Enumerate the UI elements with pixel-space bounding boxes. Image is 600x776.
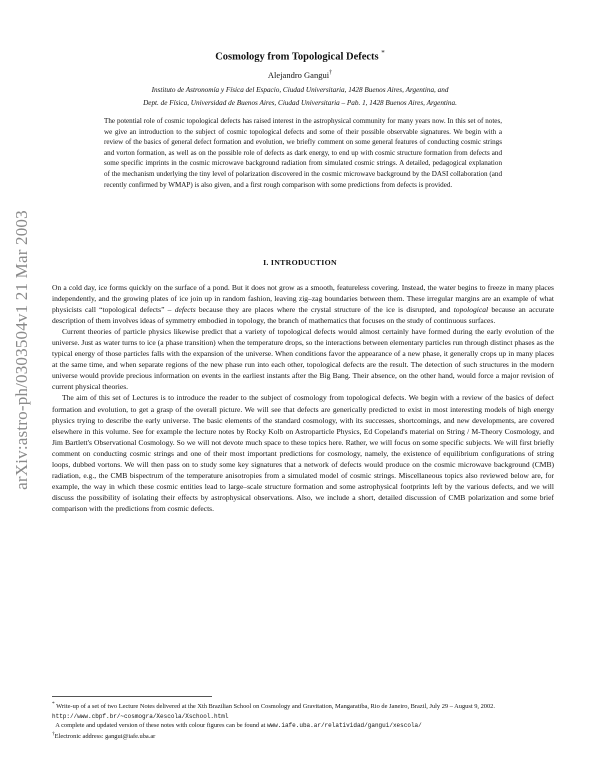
abstract: The potential role of cosmic topological defects has raised interest in the astrophysical community for many years now. In this set of notes, we give an introduction to the subject of cosmic topological defects and some of their possible observable signatures. We begin with a review of the basics of general defect formation and evolution, we briefly comment on some general features of conducting cosmic strings and vorton formation, as well as on the possible role of defects as dark energy, to end up with cosmic structure formation from defects and some specific imprints in the cosmic microwave background radiation from simulated cosmic strings. A detailed, pedagogical explanation of the mechanism underlying the tiny level of polarization discovered in the cosmic microwave background by the DASI collaboration (and recently confirmed by WMAP) is also given, and a first rough comparison with some predictions from defects is provided.: [104, 117, 502, 189]
introduction-body: [52, 282, 554, 514]
arxiv-sidebar-stamp: arXiv:astro-ph/0303504v1 21 Mar 2003: [12, 210, 31, 490]
author-footnote-mark: †: [329, 70, 333, 77]
footnotes: [52, 700, 554, 742]
section-heading-introduction: I. INTRODUCTION: [263, 258, 337, 267]
footnote-2-text: A complete and updated version of these notes with colour figures can be found at: [55, 721, 266, 729]
footnote-2: [52, 721, 554, 730]
affiliations: [70, 84, 530, 109]
emphasis-defects: defects: [174, 305, 196, 315]
paper-title: [0, 49, 600, 63]
footnote-1-mark: *: [52, 701, 55, 707]
paragraph-2: Current theories of particle physics likewise predict that a variety of topological defects would almost certainly have formed during the early evolution of the universe. Just as water turns to ice (a phase transition) when the temperature drops, so the interactions between elementary particles run through distinct phases as the typical energy of those particles falls with the expansion of the universe. When conditions favor the appearance of a new phase, it generally crops up in many places at the same time, and when separate regions of the new phase run into each other, topological defects are the result. The detection of such structures in the modern universe would provide precious information on events in the earliest instants after the Big Bang. Their absence, on the other hand, would force a major revision of current physical theories.: [52, 327, 554, 392]
footnote-rule: [52, 696, 212, 697]
footnote-3: [52, 730, 554, 742]
affiliation-line-2: Dept. de Física, Universidad de Buenos Aires, Ciudad Universitaria – Pab. 1, 1428 Buenos Aires, Argentina.: [143, 98, 457, 107]
title-text: Cosmology from Topological Defects: [215, 51, 379, 63]
paragraph-1-part-b: because they are places where the crystal structure of the ice is disrupted, and: [195, 305, 454, 315]
footnote-3-mark: †: [52, 731, 55, 738]
affiliation-line-1: Instituto de Astronomía y Física del Espacio, Ciudad Universitaria, 1428 Buenos Aires, Argentina, and: [151, 86, 449, 94]
paragraph-1-part-c: because an accurate description of them involves ideas of symmetry embodied in topology, the branch of mathematics that focuses on the study of continuous surfaces.: [52, 305, 554, 326]
title-footnote-mark: *: [381, 49, 385, 57]
emphasis-topological: topological: [453, 305, 489, 315]
footnote-2-url[interactable]: www.iafe.uba.ar/relatividad/gangui/xescola/: [266, 721, 422, 729]
footnote-3-text: Electronic address: gangui@iafe.uba.ar: [54, 733, 156, 741]
paragraph-1-part-a: On a cold day, ice forms quickly on the surface of a pond. But it does not grow as a smooth, featureless covering. Instead, the water begins to freeze in many places independently, and the growing plates of ice join up in random fashion, leaving zig–zag boundaries between them. These irregular margins are an example of what physicists call “topological defects” –: [52, 283, 554, 315]
paragraph-3: The aim of this set of Lectures is to introduce the reader to the subject of cosmology from topological defects. We begin with a review of the basics of defect formation and evolution, to get a grasp of the overall picture. We will see that defects are generically predicted to exist in most interesting models of high energy physics trying to describe the early universe. The basic elements of the standard cosmology, with its successes, shortcomings, and new developments, are covered elsewhere in this volume. See for example the lecture notes by Rocky Kolb on Astroparticle Physics, Ed Copeland's material on String / M-Theory Cosmology, and Jim Bartlett's Observational Cosmology. So we will not devote much space to these topics here. Rather, we will focus on some specific subjects. We will first briefly comment on conducting cosmic strings and one of their most important predictions for cosmology, namely, the existence of equilibrium configurations of string loops, dubbed vortons. We will then pass on to study some key signatures that a network of defects would produce on the cosmic microwave background (CMB) radiation, e.g., the CMB bispectrum of the temperature anisotropies from a simulated model of cosmic strings. Miscellaneous topics also reviewed below are, for example, the way in which these cosmic entities lead to large–scale structure formation and some astrophysical footprints left by the various defects, and we will discuss the possibility of isolating their effects by astrophysical observations. Also, we include a short, detailed discussion of CMB polarization and some brief comparison with the predictions from cosmic defects.: [52, 393, 554, 513]
paragraph-1: [52, 282, 554, 326]
footnote-1-text: Write-up of a set of two Lecture Notes delivered at the Xth Brazilian School on Cosmology and Gravitation, Mangaratiba, Rio de Janeiro, Brazil, July 29 – August 9, 2002.: [56, 703, 495, 711]
footnote-1-url[interactable]: http://www.cbpf.br/~cosmogra/Xescola/Xschool.html: [52, 712, 229, 720]
author-name: Alejandro Gangui: [267, 70, 330, 80]
footnote-1: [52, 700, 554, 721]
author: [0, 70, 600, 80]
